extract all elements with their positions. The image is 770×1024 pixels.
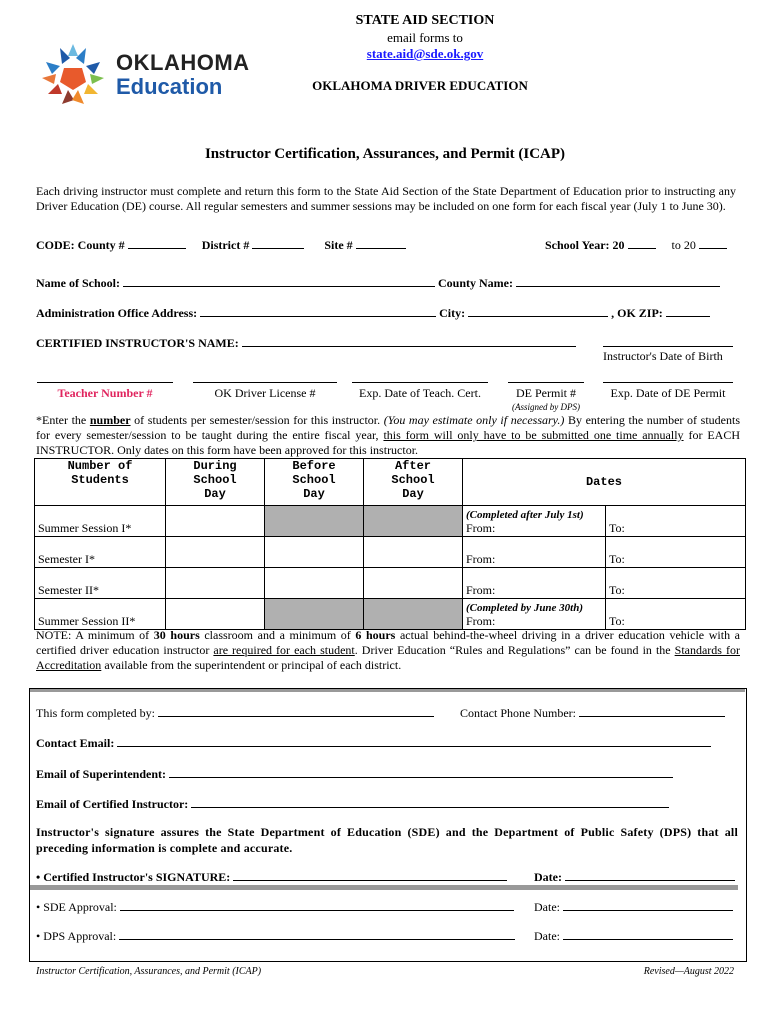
cell-during-summer-2[interactable] (166, 599, 265, 630)
school-year-end-field[interactable] (699, 236, 727, 249)
site-code-field[interactable] (356, 236, 406, 249)
footer-right: Revised—August 2022 (643, 966, 734, 977)
phone-field[interactable] (579, 704, 725, 717)
col-header-number: Number of Students (35, 459, 166, 506)
table-row (35, 568, 746, 599)
box-top-shade (30, 689, 745, 692)
col-header-during: During School Day (166, 459, 265, 506)
table-row (35, 537, 746, 568)
city-field[interactable] (468, 304, 608, 317)
dob-label: Instructor's Date of Birth (603, 349, 723, 363)
school-name-field[interactable] (123, 274, 435, 287)
ok-zip-label: , OK ZIP: (611, 306, 663, 320)
assurance-statement: Instructor's signature assures the State Department of Education (SDE) and the Department of Public Safety (DPS) that all preceding information is complete and accurate. (36, 825, 738, 855)
row-label-semester-1: Semester I* (35, 537, 166, 568)
school-year-start-field[interactable] (628, 236, 656, 249)
dps-approval-label: • DPS Approval: (36, 929, 117, 943)
supt-email-label: Email of Superintendent: (36, 767, 167, 781)
sde-date-field[interactable] (563, 898, 733, 911)
row-label-summer-1: Summer Session I* (35, 506, 166, 537)
phone-label: Contact Phone Number: (460, 706, 576, 720)
instr-email-label: Email of Certified Instructor: (36, 797, 189, 811)
cell-before-semester-1[interactable] (265, 537, 364, 568)
de-permit-label: DE Permit # (516, 386, 576, 400)
logo-title: OKLAHOMA (116, 50, 250, 75)
cell-from-summer-1[interactable]: (Completed after July 1st) From: (463, 506, 606, 537)
dps-date-label: Date: (534, 929, 560, 943)
contact-email-field[interactable] (117, 734, 711, 747)
teach-cert-label: Exp. Date of Teach. Cert. (359, 386, 481, 400)
cell-after-semester-1[interactable] (364, 537, 463, 568)
program-heading: OKLAHOMA DRIVER EDUCATION (312, 78, 528, 93)
completed-by-note: (Completed by June 30th) (466, 602, 584, 614)
email-forms-line: email forms to (387, 30, 463, 45)
school-year-label: School Year: 20 (545, 238, 625, 252)
logo (40, 42, 255, 108)
completed-after-note: (Completed after July 1st) (466, 509, 584, 521)
teach-cert-field[interactable] (352, 382, 488, 383)
cell-to-semester-1[interactable]: To: (606, 537, 746, 568)
teacher-number-field[interactable] (37, 382, 173, 383)
state-aid-email-link[interactable]: state.aid@sde.ok.gov (366, 46, 484, 61)
cell-from-semester-2[interactable]: From: (463, 568, 606, 599)
school-year-to-label: to 20 (671, 238, 696, 252)
county-name-field[interactable] (516, 274, 720, 287)
cell-before-summer-2 (265, 599, 364, 630)
intro-paragraph: Each driving instructor must complete and return this form to the State Aid Section of the State Department of Education prior to instructing any Driver Education (DE) course. All regular semesters and summer sessions may be included on one form for each fiscal year (July 1 to June 30). (36, 184, 736, 213)
county-code-field[interactable] (128, 236, 186, 249)
district-code-label: District # (201, 238, 250, 252)
cell-from-summer-2[interactable]: (Completed by June 30th) From: (463, 599, 606, 630)
hours-note-paragraph: NOTE: A minimum of 30 hours classroom and a minimum of 6 hours actual behind-the-wheel driving in a driver education vehicle with a certified driver education instructor are required for each student. Driver Education “Rules and Regulations” can be found in the Standards for Accreditation available from the superintendent or principal of each district. (36, 628, 741, 672)
county-name-label: County Name: (438, 276, 513, 290)
table-row (35, 506, 746, 537)
dps-approval-field[interactable] (119, 927, 515, 940)
cell-during-semester-2[interactable] (166, 568, 265, 599)
instructor-name-field[interactable] (242, 334, 576, 347)
district-code-field[interactable] (252, 236, 304, 249)
completed-by-field[interactable] (158, 704, 434, 717)
signature-divider (30, 885, 738, 890)
cell-after-summer-1 (364, 506, 463, 537)
cell-to-semester-2[interactable]: To: (606, 568, 746, 599)
signature-date-field[interactable] (565, 868, 735, 881)
supt-email-field[interactable] (169, 765, 673, 778)
cell-during-semester-1[interactable] (166, 537, 265, 568)
cell-during-summer-1[interactable] (166, 506, 265, 537)
state-aid-heading: STATE AID SECTION (355, 13, 495, 28)
oklahoma-star-logo-icon (40, 42, 106, 108)
cell-before-summer-1 (265, 506, 364, 537)
row-label-summer-2: Summer Session II* (35, 599, 166, 630)
col-header-dates: Dates (463, 459, 746, 506)
signature-date-label: Date: (534, 870, 562, 884)
instructor-name-label: CERTIFIED INSTRUCTOR'S NAME: (36, 336, 239, 350)
cell-after-semester-2[interactable] (364, 568, 463, 599)
sde-date-label: Date: (534, 900, 560, 914)
cell-to-summer-2[interactable]: To: (606, 599, 746, 630)
col-header-after: After School Day (364, 459, 463, 506)
contact-email-label: Contact Email: (36, 736, 115, 750)
teacher-number-label: Teacher Number # (57, 386, 153, 400)
signature-field[interactable] (233, 868, 507, 881)
schedule-table (34, 458, 746, 630)
table-header-row (35, 459, 746, 506)
cell-to-summer-1[interactable]: To: (606, 506, 746, 537)
signature-label: • Certified Instructor's SIGNATURE: (36, 870, 231, 884)
sde-approval-label: • SDE Approval: (36, 900, 117, 914)
license-field[interactable] (193, 382, 337, 383)
sde-approval-field[interactable] (120, 898, 514, 911)
exp-de-permit-field[interactable] (603, 382, 733, 383)
dob-field[interactable] (603, 346, 733, 347)
de-permit-field[interactable] (508, 382, 584, 383)
city-label: City: (439, 306, 466, 320)
table-row (35, 599, 746, 630)
enter-note-paragraph: *Enter the number of students per semester/session for this instructor. (You may estimate only if necessary.) By entering the number of students for every semester/session to be taught during the entire fiscal year, this form will only have to be submitted one time annually for EACH INSTRUCTOR. Only dates on this form have been approved for this instructor. (36, 413, 740, 457)
cell-from-semester-1[interactable]: From: (463, 537, 606, 568)
school-name-label: Name of School: (36, 276, 120, 290)
admin-address-label: Administration Office Address: (36, 306, 198, 320)
cell-before-semester-2[interactable] (265, 568, 364, 599)
form-title: Instructor Certification, Assurances, and Permit (ICAP) (204, 146, 566, 162)
county-code-label: CODE: County # (36, 238, 125, 252)
de-permit-note: (Assigned by DPS) (512, 402, 580, 412)
footer-left: Instructor Certification, Assurances, and Permit (ICAP) (36, 966, 262, 977)
site-code-label: Site # (324, 238, 353, 252)
instr-email-field[interactable] (191, 795, 669, 808)
exp-de-permit-label: Exp. Date of DE Permit (610, 386, 726, 400)
dps-date-field[interactable] (563, 927, 733, 940)
license-label: OK Driver License # (214, 386, 316, 400)
zip-field[interactable] (666, 304, 710, 317)
row-label-semester-2: Semester II* (35, 568, 166, 599)
admin-address-field[interactable] (200, 304, 436, 317)
col-header-before: Before School Day (265, 459, 364, 506)
completed-by-label: This form completed by: (36, 706, 155, 720)
cell-after-summer-2 (364, 599, 463, 630)
logo-subtitle: Education (116, 74, 223, 99)
